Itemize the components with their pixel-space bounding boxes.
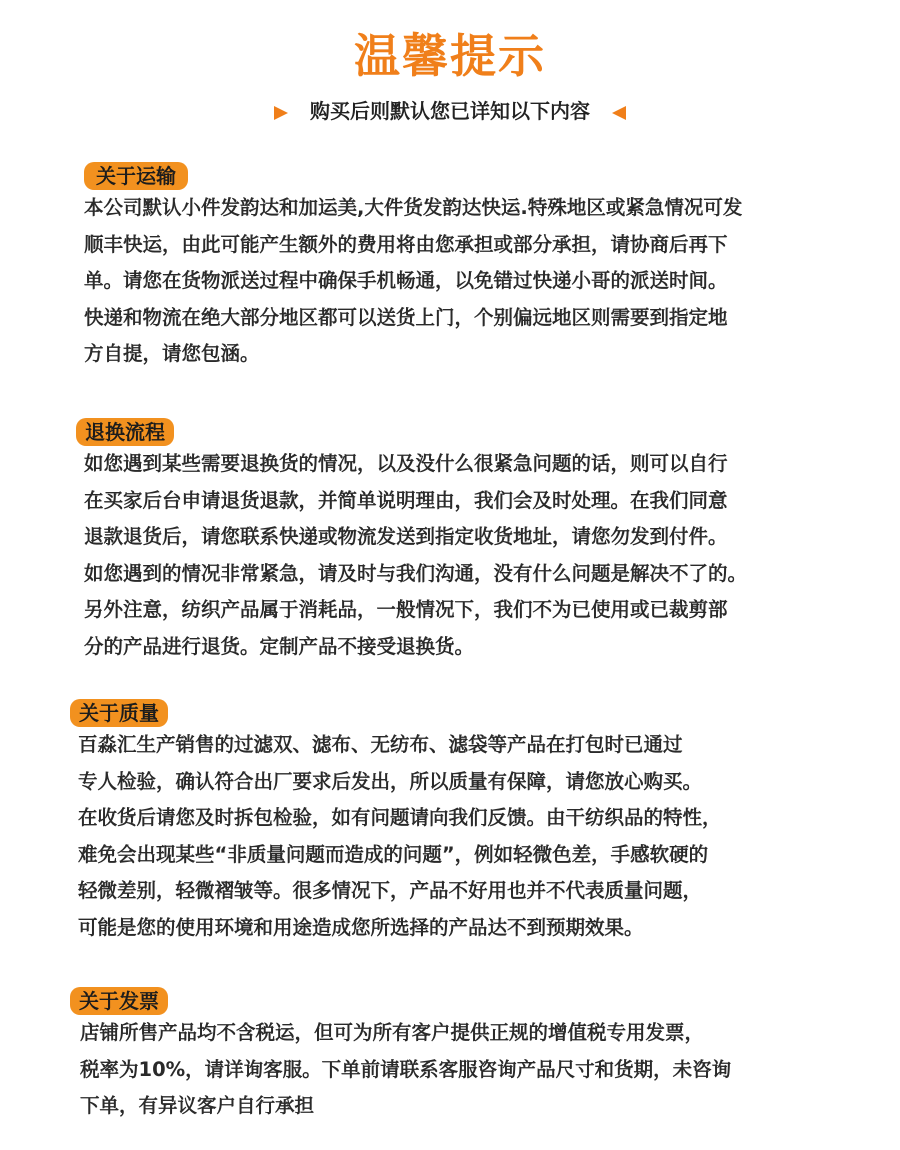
- body-line: 快递和物流在绝大部分地区都可以送货上门，个别偏远地区则需要到指定地: [84, 305, 728, 329]
- body-line: 退款退货后，请您联系快递或物流发送到指定收货地址，请您勿发到付件。: [84, 525, 728, 548]
- body-line: 另外注意，纺织产品属于消耗品，一般情况下，我们不为已使用或已裁剪部: [84, 598, 728, 621]
- page-title: 温馨提示: [354, 29, 546, 83]
- section-body: [70, 1015, 731, 1125]
- section-invoice: [70, 987, 731, 1125]
- body-line: 专人检验，确认符合出厂要求后发出，所以质量有保障，请您放心购买。: [78, 769, 703, 793]
- section-tag: 关于运输: [84, 162, 188, 190]
- body-line: 单。请您在货物派送过程中确保手机畅通，以免错过快递小哥的派送时间。: [84, 269, 728, 292]
- body-line: 轻微差别，轻微褶皱等。很多情况下，产品不好用也并不代表质量问题，: [78, 879, 703, 902]
- page-subtitle: [0, 94, 900, 128]
- arrow-left-icon: [612, 106, 626, 120]
- body-line: 分的产品进行退货。定制产品不接受退换货。: [84, 634, 475, 658]
- body-line: 方自提，请您包涵。: [84, 342, 260, 365]
- section-tag: 退换流程: [76, 418, 174, 446]
- section-tag: 关于质量: [70, 699, 168, 727]
- section-body: [70, 727, 722, 946]
- section-shipping: [84, 162, 742, 373]
- section-returns: [76, 418, 747, 665]
- subtitle-text: 购买后则默认您已详知以下内容: [310, 99, 590, 123]
- section-tag: 关于发票: [70, 987, 168, 1015]
- body-line: 店铺所售产品均不含税运，但可为所有客户提供正规的增值税专用发票，: [80, 1021, 705, 1044]
- body-line: 百淼汇生产销售的过滤双、滤布、无纺布、滤袋等产品在打包时已通过: [78, 733, 683, 756]
- section-quality: [70, 699, 722, 946]
- body-line: 下单，有异议客户自行承担: [80, 1094, 315, 1117]
- body-line: 税率为10%，请详询客服。下单前请联系客服咨询产品尺寸和货期，未咨询: [80, 1057, 732, 1081]
- body-line: 难免会出现某些“非质量问题而造成的问题”，例如轻微色差，手感软硬的: [78, 842, 709, 866]
- body-line: 在买家后台申请退货退款，并简单说明理由，我们会及时处理。在我们同意: [84, 488, 728, 512]
- body-line: 在收货后请您及时拆包检验，如有问题请向我们反馈。由干纺织品的特性，: [78, 806, 722, 829]
- arrow-right-icon: [274, 106, 288, 120]
- body-line: 如您遇到某些需要退换货的情况，以及没什么很紧急问题的话，则可以自行: [84, 452, 728, 475]
- body-line: 本公司默认小件发韵达和加运美,大件货发韵达快运.特殊地区或紧急情况可发: [84, 196, 743, 219]
- body-line: 如您遇到的情况非常紧急，请及时与我们沟通，没有什么问题是解决不了的。: [84, 561, 748, 585]
- body-line: 可能是您的使用环境和用途造成您所选择的产品达不到预期效果。: [78, 915, 644, 939]
- body-line: 顺丰快运，由此可能产生额外的费用将由您承担或部分承担，请协商后再下: [84, 232, 728, 256]
- section-body: [76, 446, 747, 665]
- section-body: [84, 190, 742, 373]
